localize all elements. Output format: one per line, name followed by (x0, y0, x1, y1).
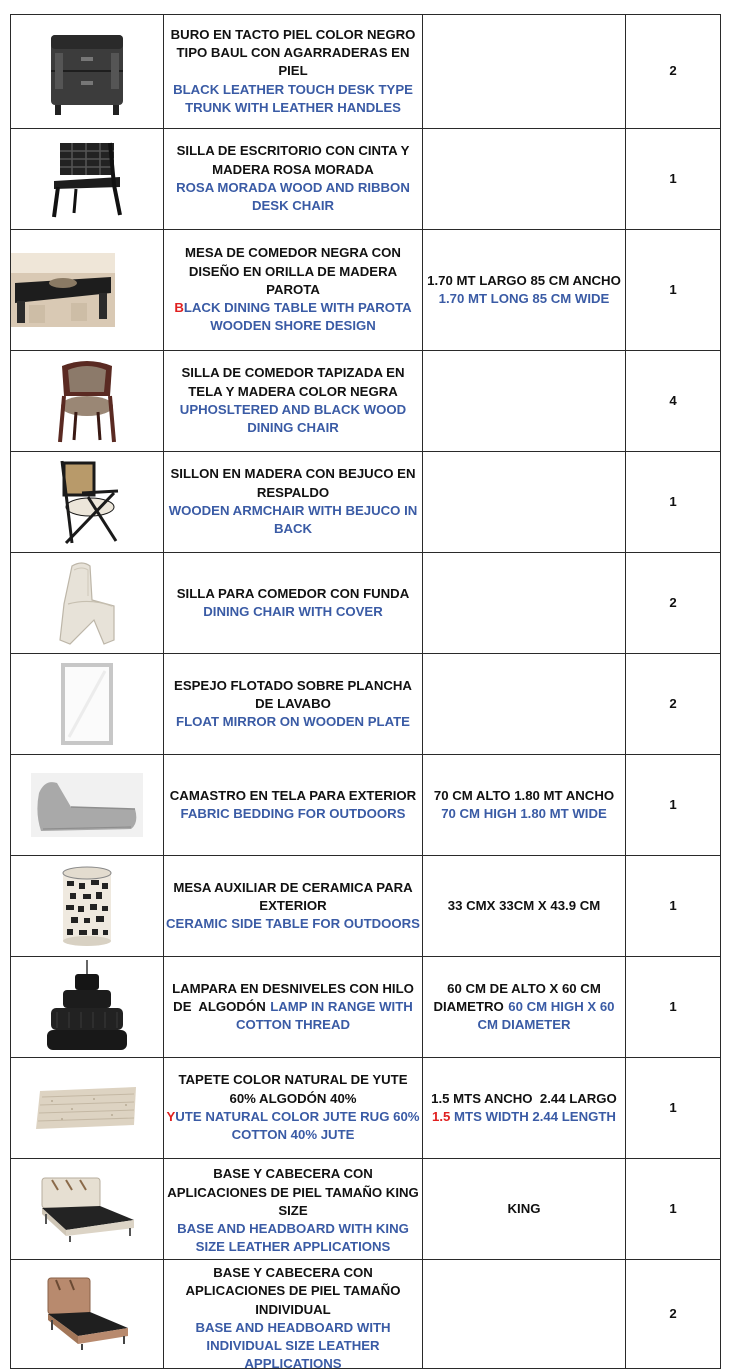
fabric-lounger-image (31, 773, 143, 837)
description-es: SILLA DE ESCRITORIO CON CINTA Y MADERA ROSA MORADA (176, 143, 421, 177)
quantity-value: 1 (669, 897, 677, 913)
quantity-value: 1 (669, 1099, 677, 1115)
dimensions-es: 33 CMX 33CM X 43.9 CM (447, 897, 601, 913)
image-cell (11, 452, 164, 553)
description-cell (164, 654, 423, 755)
quantity-value: 1 (669, 281, 677, 297)
quantity-cell (626, 553, 721, 654)
black-dining-table-image (11, 253, 115, 327)
dimensions-cell (423, 1260, 626, 1369)
table-row (11, 15, 721, 129)
king-bed-base-image (36, 1174, 138, 1244)
description-cell (164, 129, 423, 230)
dimensions-cell (423, 1159, 626, 1260)
image-cell (11, 129, 164, 230)
image-cell (11, 1159, 164, 1260)
description-cell (164, 452, 423, 553)
image-cell (11, 856, 164, 957)
description-en: CERAMIC SIDE TABLE FOR OUTDOORS (166, 916, 420, 932)
quantity-cell (626, 755, 721, 856)
dimensions-cell (423, 553, 626, 654)
description-cell (164, 856, 423, 957)
dimensions-cell (423, 351, 626, 452)
description-en: BASE AND HEADBOARD WITH KING SIZE LEATHER APPLICATIONS (177, 1221, 409, 1255)
table-row (11, 452, 721, 553)
table-row (11, 654, 721, 755)
description-en: FLOAT MIRROR ON WOODEN PLATE (176, 714, 410, 730)
description-en: FABRIC BEDDING FOR OUTDOORS (180, 806, 406, 821)
table-row (11, 230, 721, 351)
dimensions-es: 1.5 MTS ANCHO 2.44 LARGO (431, 1090, 617, 1106)
quantity-cell (626, 129, 721, 230)
image-cell (11, 1058, 164, 1159)
description-cell (164, 553, 423, 654)
image-cell (11, 15, 164, 129)
description-en: ROSA MORADA WOOD AND RIBBON DESK CHAIR (176, 180, 410, 214)
dimensions-cell (423, 654, 626, 755)
quantity-cell (626, 230, 721, 351)
description-cell (164, 351, 423, 452)
description-es: SILLA DE COMEDOR TAPIZADA EN TELA Y MADERA COLOR NEGRA (181, 365, 405, 399)
dimensions-cell (423, 129, 626, 230)
table-row (11, 1058, 721, 1159)
description-cell (164, 755, 423, 856)
quantity-cell (626, 1260, 721, 1369)
highlight-number: 1.5 (432, 1109, 451, 1124)
description-en (164, 299, 422, 336)
description-es: BURO EN TACTO PIEL COLOR NEGRO TIPO BAUL CON AGARRADERAS EN PIEL (170, 26, 416, 79)
dimensions-cell (423, 230, 626, 351)
jute-rug-image (32, 1085, 142, 1131)
image-cell (11, 654, 164, 755)
wooden-armchair-bejuco-image (52, 457, 122, 547)
description-en: DINING CHAIR WITH COVER (203, 604, 383, 619)
quantity-value: 1 (669, 998, 677, 1014)
description-cell (164, 1159, 423, 1260)
highlight-letter: B (174, 300, 184, 316)
black-leather-trunk-nightstand-image (47, 27, 127, 117)
dimensions-cell (423, 1058, 626, 1159)
float-mirror-image (57, 659, 117, 749)
quantity-cell (626, 15, 721, 129)
table-row (11, 553, 721, 654)
quantity-value: 2 (669, 63, 677, 79)
description-cell (164, 15, 423, 129)
quantity-value: 2 (669, 594, 677, 610)
description-es: ESPEJO FLOTADO SOBRE PLANCHA DE LAVABO (174, 677, 412, 711)
quantity-cell (626, 1159, 721, 1260)
table-row (11, 856, 721, 957)
description-en: BLACK LEATHER TOUCH DESK TYPE TRUNK WITH LEATHER HANDLES (173, 81, 413, 115)
description-cell (164, 1058, 423, 1159)
description-es: BASE Y CABECERA CON APLICACIONES DE PIEL TAMAÑO KING SIZE (167, 1166, 419, 1218)
quantity-value: 2 (669, 1305, 677, 1321)
description-es: BASE Y CABECERA CON APLICACIONES DE PIEL TAMAÑO INDIVIDUAL (185, 1265, 401, 1317)
quantity-value: 1 (669, 1200, 677, 1216)
description-cell (164, 1260, 423, 1369)
dimensions-cell (423, 15, 626, 129)
description-es: TAPETE COLOR NATURAL DE YUTE 60% ALGODÓN 40% (178, 1072, 408, 1106)
description-en-rest: UTE NATURAL COLOR JUTE RUG 60% COTTON 40% JUTE (175, 1109, 420, 1143)
dimensions-cell (423, 957, 626, 1058)
quantity-value: 1 (669, 493, 677, 509)
description-cell (164, 957, 423, 1058)
dimensions-cell (423, 856, 626, 957)
dimensions-en (423, 1108, 625, 1126)
dimensions-es: 1.70 MT LARGO 85 CM ANCHO (427, 272, 621, 288)
quantity-cell (626, 957, 721, 1058)
image-cell (11, 957, 164, 1058)
inventory-table (10, 14, 721, 1369)
description-en: LAMP IN RANGE WITH COTTON THREAD (235, 998, 413, 1033)
description-en: BASE AND HEADBOARD WITH INDIVIDUAL SIZE LEATHER APPLICATIONS (195, 1319, 391, 1368)
individual-bed-base-image (42, 1276, 132, 1352)
description-es: MESA DE COMEDOR NEGRA CON DISEÑO EN ORILLA DE MADERA PAROTA (185, 245, 401, 297)
description-es: SILLA PARA COMEDOR CON FUNDA (176, 585, 410, 601)
dimensions-es: 60 CM DE ALTO X 60 CM DIAMETRO (433, 980, 601, 1014)
image-cell (11, 1260, 164, 1369)
description-es: MESA AUXILIAR DE CERAMICA PARA EXTERIOR (173, 879, 413, 913)
dimensions-en-rest: MTS WIDTH 2.44 LENGTH (450, 1109, 616, 1124)
image-cell (11, 230, 164, 351)
quantity-value: 4 (669, 392, 677, 408)
quantity-value: 1 (669, 796, 677, 812)
dimensions-es: 70 CM ALTO 1.80 MT ANCHO (433, 787, 615, 803)
table-row (11, 957, 721, 1058)
dimensions-en: 1.70 MT LONG 85 CM WIDE (438, 291, 610, 306)
table-row (11, 351, 721, 452)
description-en-rest: LACK DINING TABLE WITH PAROTA WOODEN SHORE DESIGN (183, 300, 412, 334)
highlight-letter: Y (166, 1109, 176, 1124)
woven-ribbon-desk-chair-image (48, 139, 126, 219)
table-row (11, 1260, 721, 1369)
quantity-cell (626, 351, 721, 452)
dimensions-en: 60 CM HIGH X 60 CM DIAMETER (477, 998, 615, 1033)
quantity-cell (626, 654, 721, 755)
description-en (164, 1108, 422, 1145)
description-en: WOODEN ARMCHAIR WITH BEJUCO IN BACK (168, 503, 418, 537)
covered-dining-chair-image (54, 560, 120, 646)
image-cell (11, 351, 164, 452)
dimensions-es: KING (507, 1200, 541, 1216)
image-cell (11, 553, 164, 654)
dimensions-en: 70 CM HIGH 1.80 MT WIDE (441, 806, 607, 821)
quantity-cell (626, 1058, 721, 1159)
quantity-value: 2 (669, 695, 677, 711)
ceramic-side-table-image (55, 863, 119, 949)
image-cell (11, 755, 164, 856)
dimensions-cell (423, 452, 626, 553)
table-row (11, 129, 721, 230)
description-en: UPHOSLTERED AND BLACK WOOD DINING CHAIR (179, 402, 407, 436)
quantity-cell (626, 856, 721, 957)
upholstered-dining-chair-image (52, 356, 122, 446)
quantity-value: 1 (669, 170, 677, 186)
table-row (11, 755, 721, 856)
table-row (11, 1159, 721, 1260)
tiered-cotton-lamp-image (45, 960, 129, 1054)
description-es: LAMPARA EN DESNIVELES CON HILO DE ALGODÓN (172, 980, 418, 1014)
description-es: CAMASTRO EN TELA PARA EXTERIOR (169, 787, 417, 803)
description-cell (164, 230, 423, 351)
description-es: SILLON EN MADERA CON BEJUCO EN RESPALDO (170, 466, 416, 500)
dimensions-cell (423, 755, 626, 856)
quantity-cell (626, 452, 721, 553)
